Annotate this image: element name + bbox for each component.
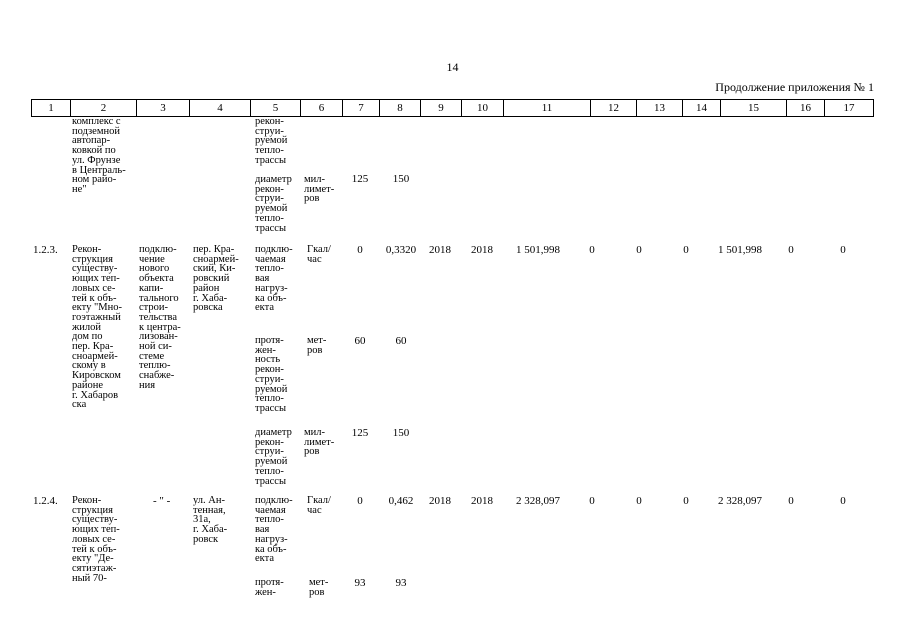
row-1-2-3-col13: 0 bbox=[636, 244, 642, 256]
row-1-2-3-indicator-3: диаметр рекон- струи- руемой тепло- трассы bbox=[255, 427, 292, 487]
row-1-2-3-col8-c: 150 bbox=[392, 427, 410, 439]
header-col-1: 1 bbox=[31, 100, 70, 116]
block0-unit-2: мил- лимет- ров bbox=[304, 174, 335, 205]
row-1-2-4-object: Рекон- струкция существу- ющих теп- ловых се- тей к объ- екту "Де- сятиэтаж- ный 70- bbox=[72, 495, 120, 584]
row-1-2-4-col11: 2 328,097 bbox=[516, 495, 560, 507]
row-1-2-3-col17: 0 bbox=[840, 244, 846, 256]
header-col-14: 14 bbox=[682, 100, 720, 116]
header-col-6: 6 bbox=[300, 100, 342, 116]
row-1-2-4-unit-1: Гкал/ час bbox=[307, 495, 331, 516]
row-1-2-4-col7-a: 0 bbox=[357, 495, 363, 507]
row-1-2-4-col13: 0 bbox=[636, 495, 642, 507]
row-1-2-4-col9: 2018 bbox=[429, 495, 451, 507]
row-1-2-3-col12: 0 bbox=[589, 244, 595, 256]
row-1-2-4-col7-b: 93 bbox=[354, 577, 366, 589]
continuation-label: Продолжение приложения № 1 bbox=[715, 80, 874, 94]
row-1-2-3-col7-b: 60 bbox=[354, 335, 366, 347]
row-1-2-4-purpose: - " - bbox=[153, 495, 171, 507]
header-col-2: 2 bbox=[70, 100, 136, 116]
row-1-2-3-unit-2: мет- ров bbox=[307, 335, 327, 356]
row-1-2-3-col11: 1 501,998 bbox=[516, 244, 560, 256]
row-1-2-3-unit-1: Гкал/ час bbox=[307, 244, 331, 265]
row-1-2-3-address: пер. Кра- сноармей- ский, Ки- ровский район г. Хаба- ровска bbox=[193, 244, 239, 314]
row-1-2-3-col7-c: 125 bbox=[351, 427, 369, 439]
row-1-2-3-col10: 2018 bbox=[471, 244, 493, 256]
row-1-2-3-col15: 1 501,998 bbox=[718, 244, 762, 256]
header-col-9: 9 bbox=[420, 100, 461, 116]
header-col-13: 13 bbox=[636, 100, 682, 116]
row-1-2-3-col9: 2018 bbox=[429, 244, 451, 256]
row-1-2-4-col8-b: 93 bbox=[395, 577, 407, 589]
table-header bbox=[31, 99, 874, 117]
row-1-2-3-number: 1.2.3. bbox=[33, 244, 58, 256]
row-1-2-3-purpose: подклю- чение нового объекта капи- тального строи- тельства к центра- лизован- ной си- стеме теплю- снабже- ния bbox=[139, 244, 181, 391]
row-1-2-4-col8-a: 0,462 bbox=[388, 495, 414, 507]
row-1-2-3-unit-3: мил- лимет- ров bbox=[304, 427, 335, 458]
row-1-2-4-col15: 2 328,097 bbox=[718, 495, 762, 507]
header-col-7: 7 bbox=[342, 100, 379, 116]
block0-indicator-1: рекон- струи- руемой тепло- трассы bbox=[255, 116, 288, 166]
row-1-2-3-col8-a: 0,3320 bbox=[385, 244, 417, 256]
row-1-2-3-col16: 0 bbox=[788, 244, 794, 256]
row-1-2-4-indicator-1: подклю- чаемая тепло- вая нагруз- ка объ- екта bbox=[255, 495, 293, 565]
row-1-2-4-col10: 2018 bbox=[471, 495, 493, 507]
row-1-2-4-indicator-2: протя- жен- bbox=[255, 577, 284, 598]
row-1-2-3-col7-a: 0 bbox=[357, 244, 363, 256]
row-1-2-4-address: ул. Ан- тенная, 31а, г. Хаба- ровск bbox=[193, 495, 228, 545]
row-1-2-3-object: Рекон- струкция существу- ющих теп- ловых се- тей к объ- екту "Мно- гоэтажный жилой дом по пер. Кра- сноармей- скому в Кировском районе г. Хабаров ска bbox=[72, 244, 122, 411]
row-1-2-3-col14: 0 bbox=[683, 244, 689, 256]
row-1-2-4-number: 1.2.4. bbox=[33, 495, 58, 507]
header-col-3: 3 bbox=[136, 100, 189, 116]
header-col-11: 11 bbox=[503, 100, 590, 116]
header-col-17: 17 bbox=[824, 100, 874, 116]
row-1-2-3-indicator-1: подклю- чаемая тепло- вая нагруз- ка объ- екта bbox=[255, 244, 293, 314]
block0-col8: 150 bbox=[392, 173, 410, 185]
header-col-10: 10 bbox=[461, 100, 503, 116]
header-col-15: 15 bbox=[720, 100, 786, 116]
header-col-4: 4 bbox=[189, 100, 250, 116]
header-col-16: 16 bbox=[786, 100, 824, 116]
block0-object-text: комплекс с подземной автопар- ковкой по ул. Фрунзе в Централь- ном райо- не" bbox=[72, 116, 126, 195]
block0-col7: 125 bbox=[351, 173, 369, 185]
page-number: 14 bbox=[446, 60, 459, 74]
row-1-2-3-col8-b: 60 bbox=[395, 335, 407, 347]
row-1-2-4-col16: 0 bbox=[788, 495, 794, 507]
block0-indicator-2: диаметр рекон- струи- руемой тепло- трассы bbox=[255, 174, 292, 234]
row-1-2-3-indicator-2: протя- жен- ность рекон- струи- руемой тепло- трассы bbox=[255, 335, 288, 414]
row-1-2-4-col14: 0 bbox=[683, 495, 689, 507]
header-col-5: 5 bbox=[250, 100, 300, 116]
row-1-2-4-col17: 0 bbox=[840, 495, 846, 507]
row-1-2-4-col12: 0 bbox=[589, 495, 595, 507]
header-col-12: 12 bbox=[590, 100, 636, 116]
header-col-8: 8 bbox=[379, 100, 420, 116]
row-1-2-4-unit-2: мет- ров bbox=[309, 577, 329, 598]
